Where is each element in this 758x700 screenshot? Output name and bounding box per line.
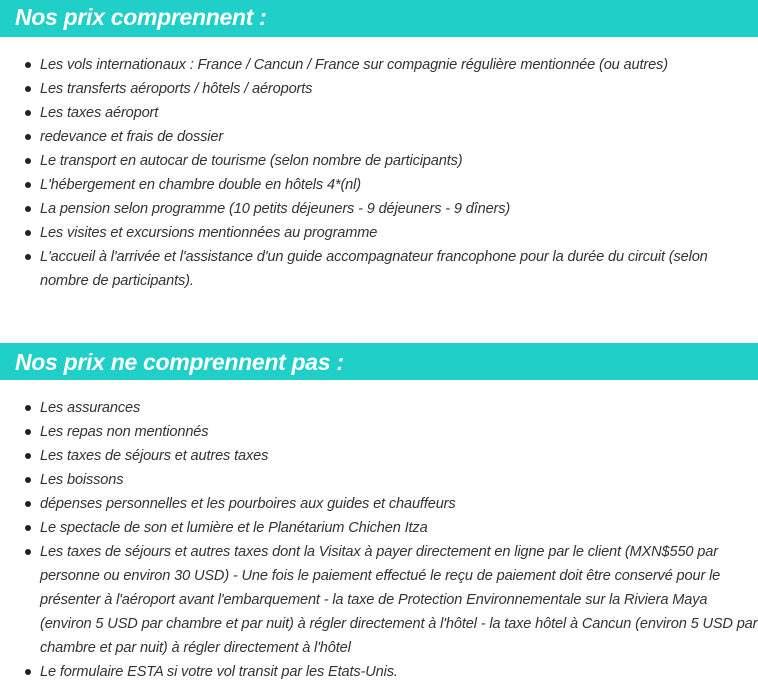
list-item: [0, 53, 758, 77]
list-item-text: Le formulaire ESTA si votre vol transit par les Etats-Unis.: [40, 664, 398, 680]
list-item-text: Les taxes de séjours et autres taxes: [40, 448, 269, 464]
bullet-icon: [25, 62, 31, 68]
list-item: [0, 660, 758, 684]
excluded-list: [0, 396, 758, 684]
list-item: [0, 516, 758, 540]
bullet-icon: [25, 182, 31, 188]
list-item-text: dépenses personnelles et les pourboires aux guides et chauffeurs: [40, 496, 456, 512]
list-item-text: Les taxes de séjours et autres taxes dont la Visitax à payer directement en ligne par le client (MXN$550 par personne ou environ 30 USD) - Une fois le paiement effectué le reçu de paiement doit être conservé pour le présenter à l'aéroport avant l'embarquement - la taxe de Protection Environnementale sur la Riviera Maya (environ 5 USD par chambre et par nuit) à régler directement à l'hôtel - la taxe hôtel à Cancun (environ 5 USD par chambre et par nuit) à régler directement à l'hôtel: [40, 544, 758, 656]
bullet-icon: [25, 206, 31, 212]
list-item-text: Les taxes aéroport: [40, 105, 159, 121]
bullet-icon: [25, 158, 31, 164]
list-item: [0, 221, 758, 245]
bullet-icon: [25, 525, 31, 531]
list-item: [0, 149, 758, 173]
list-item-text: Les assurances: [40, 400, 141, 416]
bullet-icon: [25, 669, 31, 675]
bullet-icon: [25, 254, 31, 260]
list-item-text: Le spectacle de son et lumière et le Planétarium Chichen Itza: [40, 520, 428, 536]
included-section: [0, 0, 758, 289]
bullet-icon: [25, 549, 31, 555]
bullet-icon: [25, 405, 31, 411]
list-item: [0, 444, 758, 468]
list-item-text: redevance et frais de dossier: [40, 129, 224, 145]
bullet-icon: [25, 134, 31, 140]
list-item: [0, 77, 758, 101]
list-item: [0, 420, 758, 444]
excluded-title: Nos prix ne comprennent pas :: [15, 348, 344, 375]
included-list: [0, 53, 758, 293]
included-title: Nos prix comprennent :: [15, 4, 267, 30]
list-item-text: Les repas non mentionnés: [40, 424, 209, 440]
list-item-text: Les vols internationaux : France / Cancun / France sur compagnie régulière mentionnée (ou autres): [40, 57, 668, 73]
excluded-section: [0, 343, 758, 680]
excluded-banner: [0, 343, 758, 380]
list-item-text: Les visites et excursions mentionnées au programme: [40, 225, 378, 241]
list-item-text: L'hébergement en chambre double en hôtels 4*(nl): [40, 177, 361, 193]
bullet-icon: [25, 86, 31, 92]
list-item: [0, 540, 758, 660]
bullet-icon: [25, 230, 31, 236]
list-item: [0, 468, 758, 492]
list-item-text: La pension selon programme (10 petits déjeuners - 9 déjeuners - 9 dîners): [40, 201, 511, 217]
bullet-icon: [25, 453, 31, 459]
list-item: [0, 245, 758, 293]
list-item: [0, 101, 758, 125]
list-item: [0, 396, 758, 420]
included-banner: [0, 0, 758, 37]
bullet-icon: [25, 110, 31, 116]
list-item: [0, 173, 758, 197]
list-item: [0, 197, 758, 221]
list-item-text: Les boissons: [40, 472, 124, 488]
list-item-text: Les transferts aéroports / hôtels / aéroports: [40, 81, 313, 97]
list-item-text: Le transport en autocar de tourisme (selon nombre de participants): [40, 153, 463, 169]
bullet-icon: [25, 429, 31, 435]
list-item: [0, 125, 758, 149]
bullet-icon: [25, 477, 31, 483]
bullet-icon: [25, 501, 31, 507]
list-item-text: L'accueil à l'arrivée et l'assistance d'un guide accompagnateur francophone pour la durée du circuit (selon nombre de participants).: [40, 249, 708, 289]
list-item: [0, 492, 758, 516]
